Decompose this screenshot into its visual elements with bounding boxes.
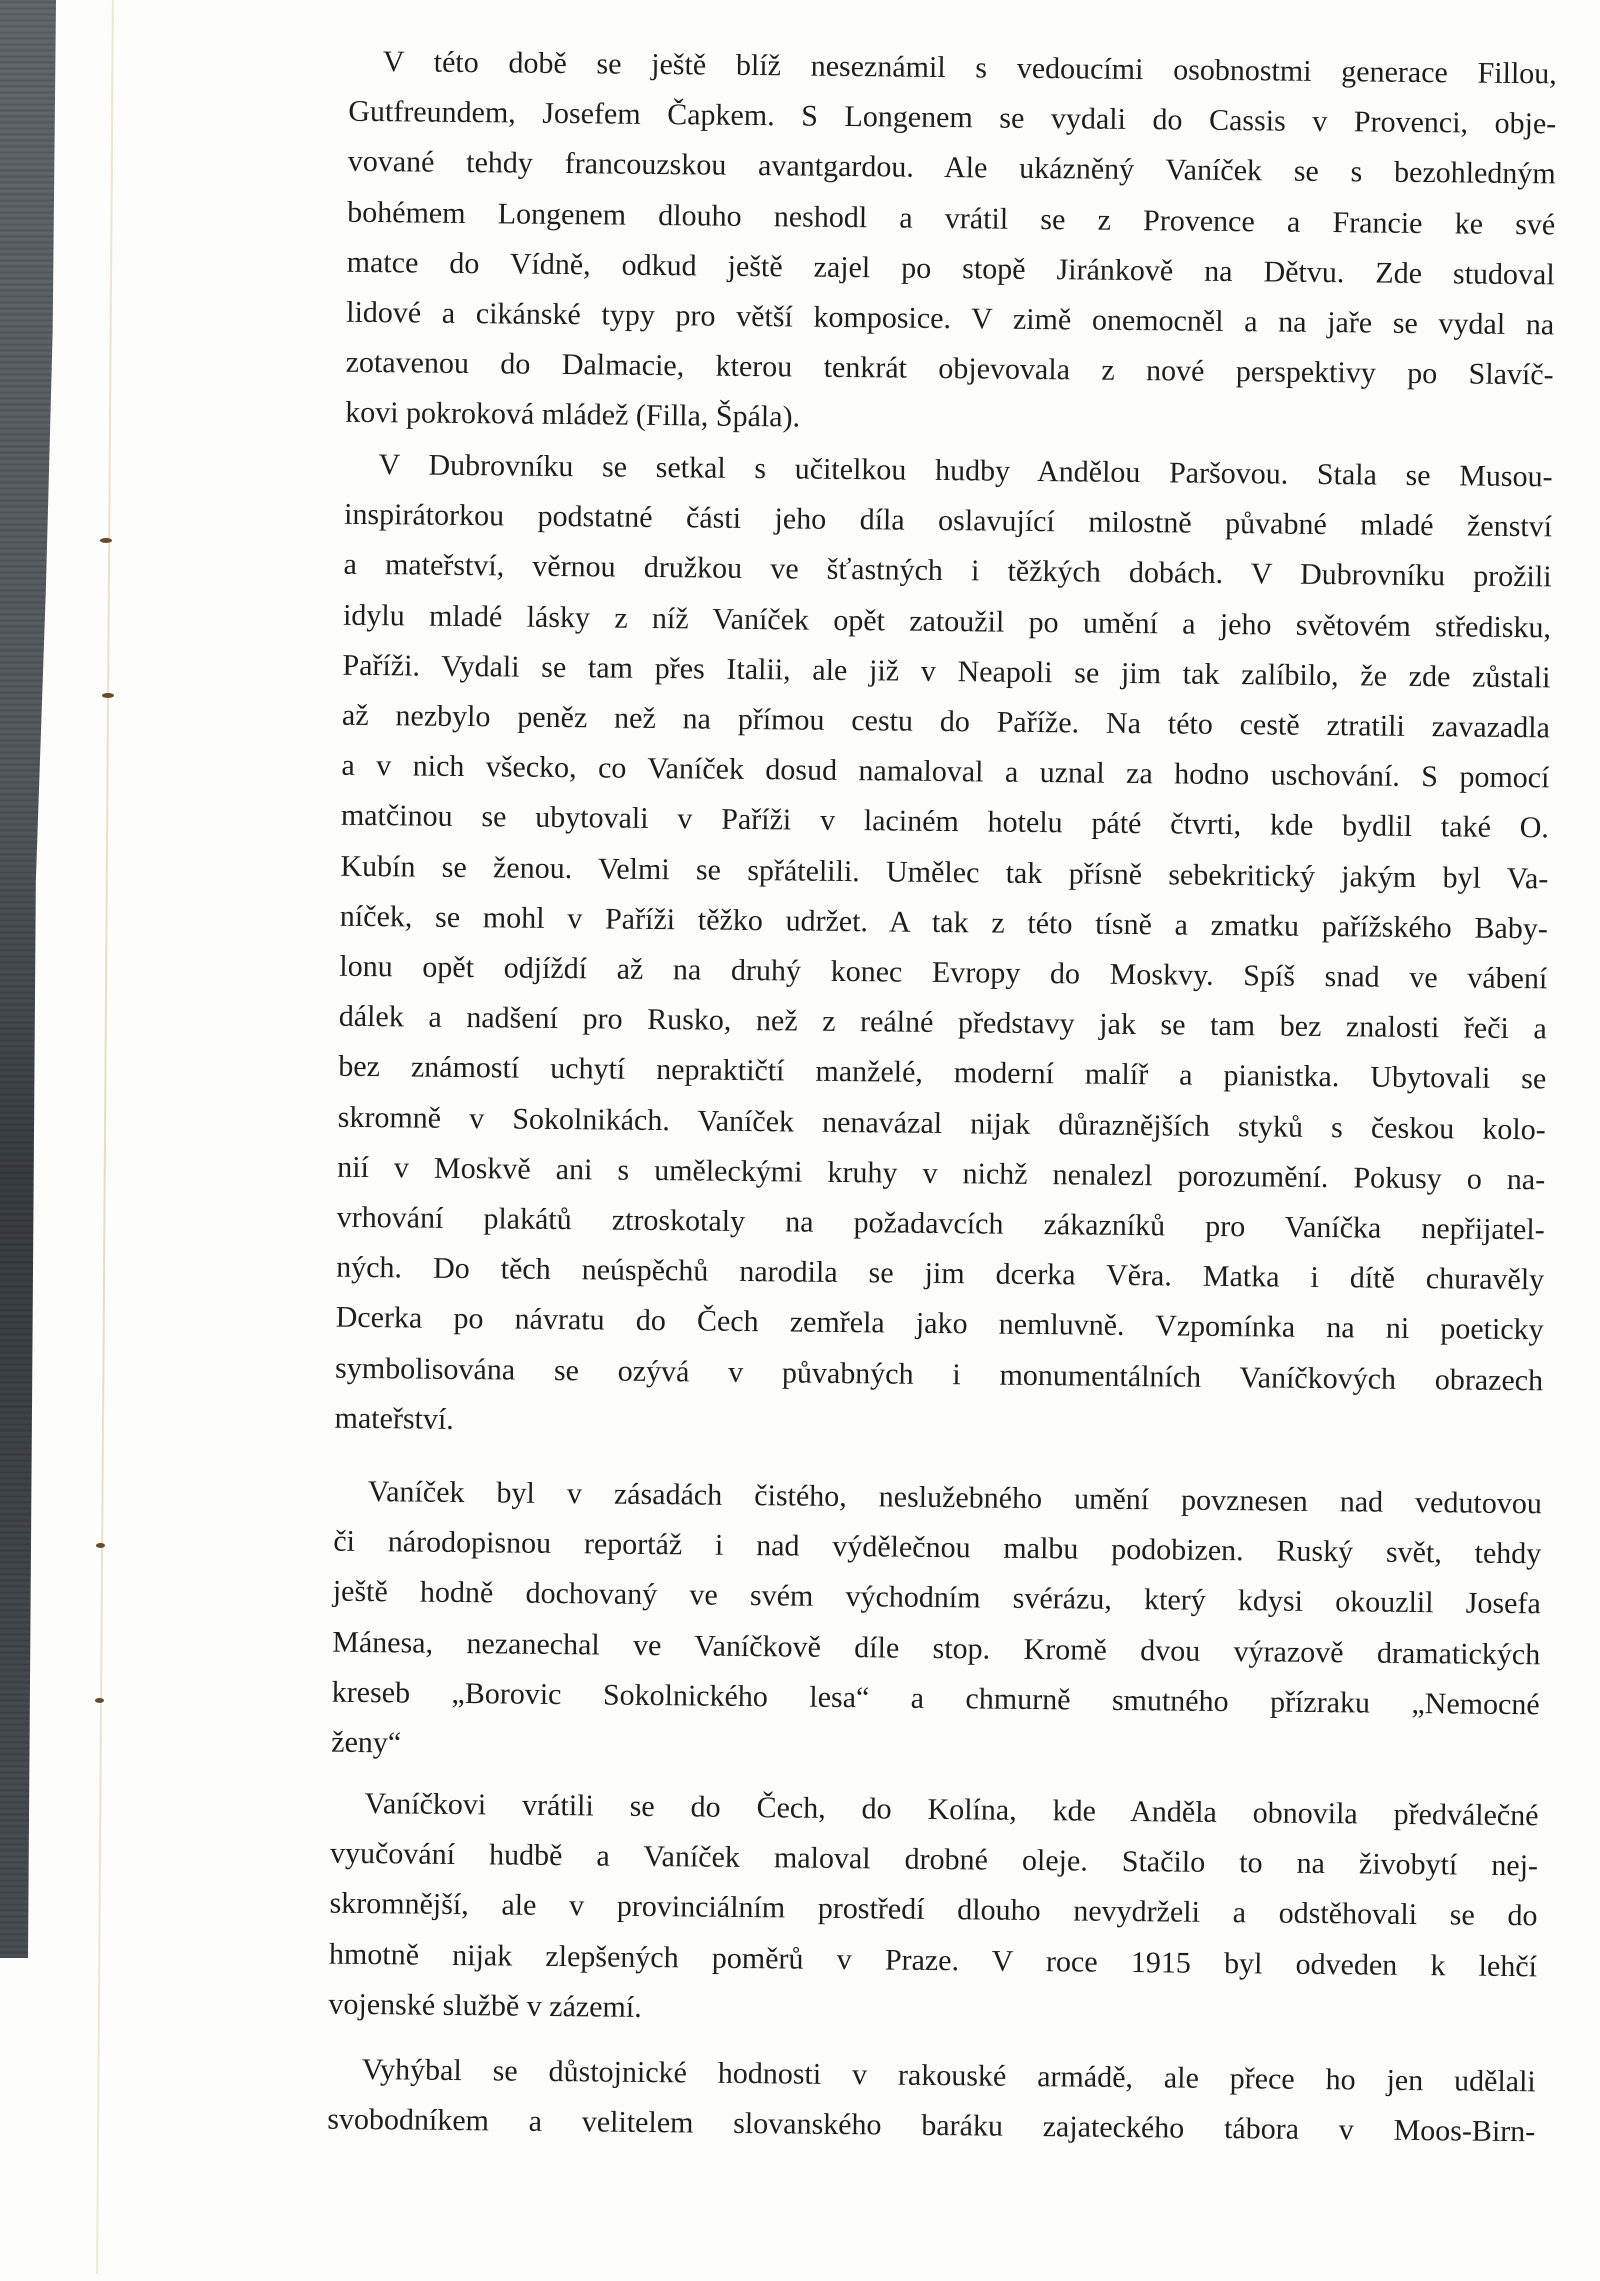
text-line: kreseb „Borovic Sokolnického lesa“ a chmurně smutného přízraku „Nemocné xyxy=(331,1675,1540,1722)
text-line: Dcerka po návratu do Čech zemřela jako nemluvně. Vzpomínka na ni poeticky xyxy=(335,1301,1544,1347)
text-line: ných. Do těch neúspěchů narodila se jim dcerka Věra. Matka i dítě churavěly xyxy=(336,1250,1545,1297)
text-line: vojenské službě v zázemí. xyxy=(328,1987,642,2024)
text-line: lidové a cikánské typy pro větší komposice. V zimě onemocněl a na jaře se vydal na xyxy=(346,295,1555,342)
text-line: dálek a nadšení pro Rusko, než z reálné představy jak se tam bez znalosti řeči a xyxy=(338,999,1547,1046)
text-line: Kubín se ženou. Velmi se spřátelili. Umělec tak přísně sebekritický jakým byl Va- xyxy=(340,849,1549,895)
text-line: skromnější, ale v provinciálním prostředí dlouho nevydrželi a odstěhovali se do xyxy=(329,1887,1538,1933)
text-line: symbolisována se ozývá v půvabných i monumentálních Vaníčkových obrazech xyxy=(334,1351,1544,1397)
text-line: svobodníkem a velitelem slovanského baráku zajateckého tábora v Moos-Birn- xyxy=(327,2102,1536,2149)
text-line: Vaníček byl v zásadách čistého, neslužebného umění povznesen nad vedutovou xyxy=(367,1475,1542,1521)
text-line: V Dubrovníku se setkal s učitelkou hudby Andělou Paršovou. Stala se Musou- xyxy=(378,448,1553,494)
text-line: nií v Moskvě ani s uměleckými kruhy v nichž nenalezl porozumění. Pokusy o na- xyxy=(337,1150,1546,1197)
text-line: ještě hodně dochovaný ve svém východním svérázu, který kdysi okouzlil Josefa xyxy=(332,1575,1541,1621)
text-line: Mánesa, nezanechal ve Vaníčkově díle stop. Kromě dvou výrazově dramatických xyxy=(332,1625,1541,1671)
text-line: idylu mladé lásky z níž Vaníček opět zatoužil po umění a jeho světovém středisku, xyxy=(342,598,1552,644)
text-line: skromně v Sokolnikách. Vaníček nenavázal nijak důraznějších styků s českou kolo- xyxy=(337,1100,1546,1146)
text-line: matčinou se ubytovali v Paříži v laciném hotelu páté čtvrti, kde bydlil také O. xyxy=(340,799,1550,845)
text-line: ženy“ xyxy=(331,1725,402,1760)
text-line: a v nich všecko, co Vaníček dosud namaloval a uznal za hodno uschování. S pomocí xyxy=(341,748,1550,795)
text-line: vrhování plakátů ztroskotaly na požadavcích zákazníků pro Vaníčka nepřijatel- xyxy=(336,1200,1545,1247)
text-line: matce do Vídně, odkud ještě zajel po stopě Jiránkově na Dětvu. Zde studoval xyxy=(346,245,1555,292)
text-line: mateřství. xyxy=(334,1401,454,1436)
text-line: či národopisnou reportáž i nad výdělečnou malbu podobizen. Ruský svět, tehdy xyxy=(333,1524,1542,1571)
text-line: vované tehdy francouzskou avantgardou. Ale ukázněný Vaníček se s bezohledným xyxy=(347,145,1556,191)
text-line: Vaníčkovi vrátili se do Čech, do Kolína, kde Anděla obnovila předválečné xyxy=(364,1787,1539,1833)
text-line: zotavenou do Dalmacie, kterou tenkrát objevovala z nové perspektivy po Slavíč- xyxy=(345,345,1554,392)
text-line: Gutfreundem, Josefem Čapkem. S Longenem se vydali do Cassis v Provenci, obje- xyxy=(348,94,1557,141)
text-line: Paříži. Vydali se tam přes Italii, ale již v Neapoli se jim tak zalíbilo, že zde zůstali xyxy=(342,648,1551,695)
text-line: níček, se mohl v Paříži těžko udržet. A tak z této tísně a zmatku pařížského Baby- xyxy=(339,899,1549,946)
text-line: bez známostí uchytí nepraktičtí manželé, moderní malíř a pianistka. Ubytovali se xyxy=(338,1050,1547,1096)
text-line: V této době se ještě blíž neseznámil s vedoucími osobnostmi generace Fillou, xyxy=(382,45,1557,91)
text-line: vyučování hudbě a Vaníček maloval drobné oleje. Stačilo to na živobytí nej- xyxy=(329,1836,1539,1883)
text-line: inspirátorkou podstatné části jeho díla oslavující milostně půvabné mladé ženství xyxy=(343,497,1553,544)
text-line: až nezbylo peněz než na přímou cestu do Paříže. Na této cestě ztratili zavazadla xyxy=(341,698,1551,745)
text-line: a mateřství, věrnou družkou ve šťastných i těžkých dobách. V Dubrovníku prožili xyxy=(343,548,1552,594)
text-line: bohémem Longenem dlouho neshodl a vrátil se z Provence a Francie ke své xyxy=(347,195,1556,241)
paragraph xyxy=(12,0,1600,434)
text-line: kovi pokroková mládež (Filla, Špála). xyxy=(344,396,801,434)
text-line: lonu opět odjíždí až na druhý konec Evropy do Moskvy. Spíš snad ve vábení xyxy=(339,949,1548,996)
text-line: Vyhýbal se důstojnické hodnosti v rakouské armádě, ale přece ho jen udělali xyxy=(361,2052,1536,2099)
text-line: hmotně nijak zlepšených poměrů v Praze. V roce 1915 byl odveden k lehčí xyxy=(328,1937,1538,1983)
